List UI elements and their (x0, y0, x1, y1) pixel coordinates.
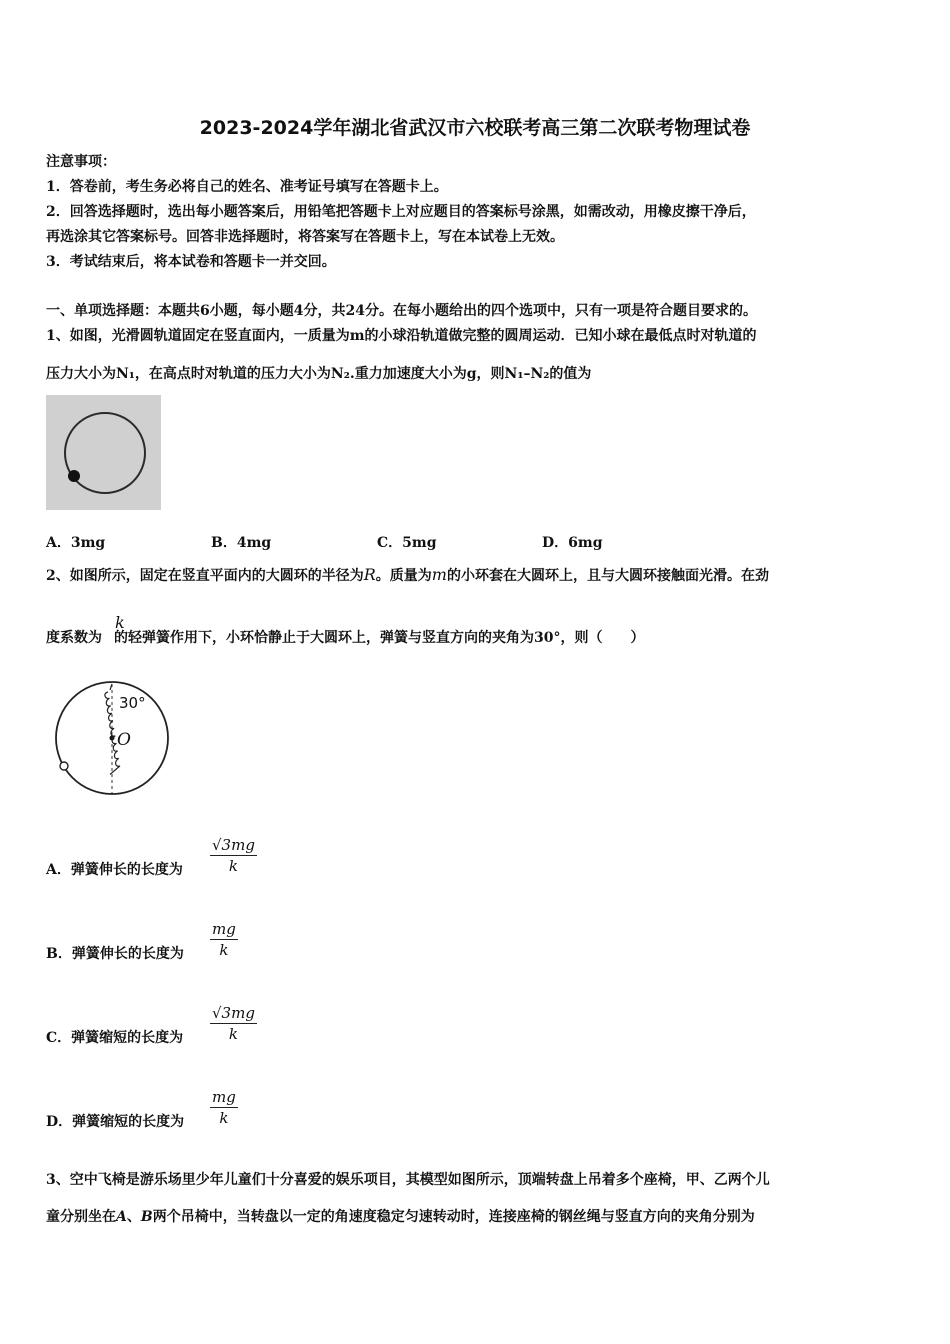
notice-heading: 注意事项： (46, 154, 116, 170)
q3-line1: 3、空中飞椅是游乐场里少年儿童们十分喜爱的娱乐项目，其模型如图所示，顶端转盘上吊着多个座椅，甲、乙两个儿 (46, 1172, 770, 1188)
q2-option-d-num: mg (212, 1088, 236, 1106)
q2-var-m: m (431, 565, 447, 584)
q2-figure (50, 680, 175, 798)
notice-item-2-cont: 再选涂其它答案标号。回答非选择题时，将答案写在答题卡上，写在本试卷上无效。 (46, 229, 564, 245)
q1-line1: 1、如图，光滑圆轨道固定在竖直面内，一质量为m的小球沿轨道做完整的圆周运动．已知小球在最低点时对轨道的 (46, 328, 757, 344)
q2-option-b-num: mg (212, 920, 236, 938)
q2-option-a-den: k (228, 857, 239, 875)
q2-option-d-den: k (219, 1109, 229, 1127)
q2-text-b: 。质量为 (375, 568, 432, 584)
q3-var-a: A (116, 1209, 127, 1225)
q1-option-d[interactable]: D．6mg (542, 535, 603, 551)
q2-text-a: 2、如图所示，固定在竖直平面内的大圆环的半径为 (46, 568, 364, 584)
q2-option-a[interactable]: A．弹簧伸长的长度为 (46, 862, 183, 878)
center-label: O (117, 730, 131, 750)
q2-option-d[interactable]: D．弹簧缩短的长度为 (46, 1114, 185, 1130)
q2-option-b-fraction (210, 920, 238, 959)
q2-option-d-fraction (210, 1088, 238, 1127)
q1-option-b[interactable]: B．4mg (211, 535, 272, 551)
notice-item-3: 3．考试结束后，将本试卷和答题卡一并交回。 (46, 254, 336, 270)
q1-line2: 压力大小为N₁，在高点时对轨道的压力大小为N₂.重力加速度大小为g，则N₁–N₂的值为 (46, 366, 592, 382)
notice-item-2: 2．回答选择题时，选出每小题答案后，用铅笔把答题卡上对应题目的答案标号涂黑，如需改动，用橡皮擦干净后， (46, 204, 756, 220)
q2-option-c-den: k (228, 1025, 239, 1043)
q3-var-b: B (140, 1209, 153, 1225)
q2-option-a-fraction (210, 836, 257, 875)
q1-option-a[interactable]: A．3mg (46, 535, 106, 551)
q2-option-b[interactable]: B．弹簧伸长的长度为 (46, 946, 184, 962)
q3-text-b: 、 (126, 1209, 141, 1225)
q2-option-c-fraction (210, 1004, 257, 1043)
q2-text-c: 的小环套在大圆环上，且与大圆环接触面光滑。在劲 (446, 568, 769, 584)
q2-option-b-den: k (219, 941, 229, 959)
circle-track-photo (46, 395, 161, 510)
page-title: 2023-2024学年湖北省武汉市六校联考高三第二次联考物理试卷 (199, 117, 751, 139)
q2-text-d: 度系数为 (46, 630, 102, 646)
q1-option-c[interactable]: C．5mg (377, 535, 437, 551)
angle-label: 30° (119, 694, 146, 712)
section-heading: 一、单项选择题：本题共6小题，每小题4分，共24分。在每小题给出的四个选项中，只有一项是符合题目要求的。 (46, 303, 757, 319)
q2-text-e: 的轻弹簧作用下，小环恰静止于大圆环上，弹簧与竖直方向的夹角为30°，则（ ） (114, 630, 645, 646)
q2-line2 (46, 628, 644, 648)
q2-var-k: k (115, 613, 125, 632)
notice-item-1: 1．答卷前，考生务必将自己的姓名、准考证号填写在答题卡上。 (46, 179, 448, 195)
q3-line2 (46, 1207, 755, 1227)
q1-figure (46, 395, 161, 510)
q2-option-c[interactable]: C．弹簧缩短的长度为 (46, 1030, 184, 1046)
q3-text-c: 两个吊椅中，当转盘以一定的角速度稳定匀速转动时，连接座椅的钢丝绳与竖直方向的夹角分别为 (152, 1209, 755, 1225)
q2-line1 (46, 565, 769, 586)
q2-var-r: R (363, 565, 376, 584)
q3-text-a: 童分别坐在 (46, 1209, 116, 1225)
q2-option-c-num: √3mg (212, 1004, 255, 1022)
ring-spring-diagram (50, 680, 175, 798)
q2-option-a-num: √3mg (212, 836, 255, 854)
